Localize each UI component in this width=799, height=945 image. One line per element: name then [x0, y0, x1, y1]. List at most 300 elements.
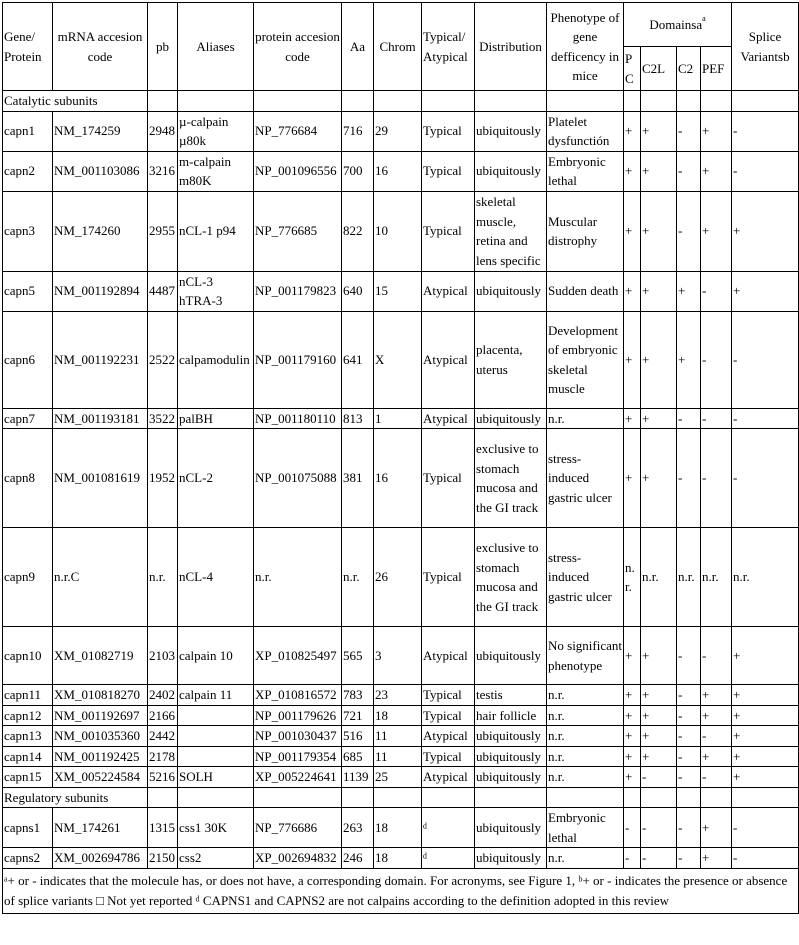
cell-splice: - [732, 311, 799, 408]
cell-mrna: XM_010818270 [53, 685, 148, 706]
footnote: ᵃ+ or - indicates that the molecule has, or does not have, a corresponding domain. For acronyms, see Figure 1, ᵇ+ or - indicates the presence or absence of splice variants □ Not yet reported ᵈ CAPNS1 and CAPNS2 are not calpains according to the definition adopted in this review [3, 868, 799, 913]
cell-pb: 3522 [148, 408, 178, 429]
cell-protein: NP_001030437 [254, 726, 342, 747]
cell-splice: + [732, 746, 799, 767]
cell-phenotype: n.r. [547, 408, 624, 429]
cell-pc: - [624, 848, 641, 869]
cell-aa: 263 [342, 808, 374, 848]
cell-distribution: ubiquitously [475, 767, 547, 788]
cell-chrom: 11 [374, 746, 422, 767]
cell-pc: + [624, 311, 641, 408]
cell-gene: capn9 [3, 528, 53, 627]
cell-aliases: css1 30K [178, 808, 254, 848]
cell-mrna: n.r.C [53, 528, 148, 627]
cell-c2l: - [641, 848, 677, 869]
empty-cell [342, 787, 374, 808]
cell-phenotype: Embryonic lethal [547, 151, 624, 191]
table-row [3, 685, 799, 706]
domains-sup: a [702, 13, 706, 23]
cell-pc: + [624, 111, 641, 151]
empty-cell [342, 91, 374, 112]
cell-phenotype: n.r. [547, 685, 624, 706]
table-row [3, 429, 799, 528]
cell-aa: 246 [342, 848, 374, 869]
cell-mrna: NM_001192697 [53, 705, 148, 726]
cell-aliases [178, 746, 254, 767]
cell-pef: - [701, 767, 732, 788]
cell-aa: 813 [342, 408, 374, 429]
col-chrom: Chrom [374, 3, 422, 91]
cell-mrna: NM_001192231 [53, 311, 148, 408]
cell-mrna: NM_001192425 [53, 746, 148, 767]
cell-pef: + [701, 848, 732, 869]
cell-distribution: ubiquitously [475, 408, 547, 429]
cell-typical: Typical [422, 191, 475, 271]
cell-aa: 716 [342, 111, 374, 151]
empty-cell [475, 787, 547, 808]
table-row [3, 746, 799, 767]
empty-cell [374, 787, 422, 808]
cell-c2: - [677, 627, 701, 685]
cell-pef: + [701, 746, 732, 767]
cell-aa: 783 [342, 685, 374, 706]
cell-aa: 822 [342, 191, 374, 271]
cell-pc: n.r. [624, 528, 641, 627]
cell-c2l: - [641, 767, 677, 788]
empty-cell [701, 787, 732, 808]
col-pc: PC [624, 47, 641, 91]
cell-typical: Typical [422, 746, 475, 767]
col-typical: Typical/ Atypical [422, 3, 475, 91]
cell-c2l: + [641, 408, 677, 429]
cell-chrom: 1 [374, 408, 422, 429]
cell-typical: Atypical [422, 271, 475, 311]
cell-distribution: exclusive to stomach mucosa and the GI track [475, 528, 547, 627]
cell-mrna: XM_005224584 [53, 767, 148, 788]
empty-cell [422, 91, 475, 112]
cell-pb: 2442 [148, 726, 178, 747]
cell-pb: 2150 [148, 848, 178, 869]
empty-cell [547, 787, 624, 808]
cell-aliases: nCL-4 [178, 528, 254, 627]
cell-splice: + [732, 627, 799, 685]
cell-phenotype: n.r. [547, 726, 624, 747]
cell-phenotype: stress-induced gastric ulcer [547, 429, 624, 528]
col-distribution: Distribution [475, 3, 547, 91]
cell-gene: capn3 [3, 191, 53, 271]
cell-c2: - [677, 767, 701, 788]
cell-splice: - [732, 429, 799, 528]
cell-pef: + [701, 151, 732, 191]
cell-c2l: + [641, 627, 677, 685]
cell-splice: - [732, 111, 799, 151]
cell-pc: + [624, 767, 641, 788]
cell-splice: - [732, 808, 799, 848]
cell-typical: Typical [422, 528, 475, 627]
empty-cell [178, 91, 254, 112]
cell-mrna: NM_001035360 [53, 726, 148, 747]
section-row [3, 91, 799, 112]
cell-gene: capn10 [3, 627, 53, 685]
cell-mrna: NM_174261 [53, 808, 148, 848]
cell-phenotype: Development of embryonic skeletal muscle [547, 311, 624, 408]
cell-aliases: nCL-1 p94 [178, 191, 254, 271]
cell-phenotype: stress-induced gastric ulcer [547, 528, 624, 627]
cell-splice: + [732, 191, 799, 271]
cell-c2l: - [641, 808, 677, 848]
cell-aliases [178, 705, 254, 726]
col-c2l: C2L [641, 47, 677, 91]
cell-chrom: 18 [374, 808, 422, 848]
cell-splice: + [732, 685, 799, 706]
cell-c2: - [677, 151, 701, 191]
cell-typical: Typical [422, 111, 475, 151]
cell-distribution: ubiquitously [475, 808, 547, 848]
col-mrna: mRNA accesion code [53, 3, 148, 91]
cell-aliases: calpamodulin [178, 311, 254, 408]
cell-c2l: + [641, 311, 677, 408]
empty-cell [178, 787, 254, 808]
col-domains [624, 3, 732, 47]
cell-pef: n.r. [701, 528, 732, 627]
empty-cell [624, 787, 641, 808]
cell-aa: 640 [342, 271, 374, 311]
cell-c2l: + [641, 151, 677, 191]
cell-protein: XP_005224641 [254, 767, 342, 788]
col-pef: PEF [701, 47, 732, 91]
cell-pb: n.r. [148, 528, 178, 627]
cell-mrna: NM_174259 [53, 111, 148, 151]
table-row [3, 705, 799, 726]
cell-distribution: ubiquitously [475, 746, 547, 767]
cell-c2l: + [641, 191, 677, 271]
table-header [3, 3, 799, 91]
cell-chrom: 16 [374, 151, 422, 191]
cell-gene: capns1 [3, 808, 53, 848]
cell-typical: Atypical [422, 311, 475, 408]
table-row [3, 151, 799, 191]
cell-typical: Typical [422, 151, 475, 191]
cell-aa: 516 [342, 726, 374, 747]
cell-gene: capn2 [3, 151, 53, 191]
cell-protein: XP_010816572 [254, 685, 342, 706]
cell-chrom: 18 [374, 705, 422, 726]
cell-typical: ᵈ [422, 808, 475, 848]
cell-pef: + [701, 685, 732, 706]
cell-phenotype: Embryonic lethal [547, 808, 624, 848]
cell-aa: 685 [342, 746, 374, 767]
cell-pb: 1952 [148, 429, 178, 528]
cell-c2: - [677, 746, 701, 767]
cell-distribution: placenta, uterus [475, 311, 547, 408]
empty-cell [641, 91, 677, 112]
cell-protein: NP_776685 [254, 191, 342, 271]
col-aliases: Aliases [178, 3, 254, 91]
cell-pb: 2103 [148, 627, 178, 685]
cell-typical: ᵈ [422, 848, 475, 869]
cell-protein: NP_001179160 [254, 311, 342, 408]
cell-chrom: 26 [374, 528, 422, 627]
cell-pef: - [701, 271, 732, 311]
cell-distribution: testis [475, 685, 547, 706]
empty-cell [475, 91, 547, 112]
cell-gene: capn11 [3, 685, 53, 706]
cell-phenotype: n.r. [547, 767, 624, 788]
cell-aliases: µ-calpain µ80k [178, 111, 254, 151]
calpain-table [2, 2, 799, 914]
cell-aliases: calpain 10 [178, 627, 254, 685]
cell-pc: + [624, 705, 641, 726]
cell-pef: - [701, 408, 732, 429]
cell-distribution: skeletal muscle, retina and lens specific [475, 191, 547, 271]
col-c2: C2 [677, 47, 701, 91]
cell-phenotype: Platelet dysfunctión [547, 111, 624, 151]
cell-c2: - [677, 726, 701, 747]
cell-c2: - [677, 685, 701, 706]
cell-aa: 721 [342, 705, 374, 726]
cell-chrom: 29 [374, 111, 422, 151]
cell-chrom: 16 [374, 429, 422, 528]
cell-mrna: XM_01082719 [53, 627, 148, 685]
table-row [3, 848, 799, 869]
cell-c2l: + [641, 429, 677, 528]
cell-phenotype: n.r. [547, 705, 624, 726]
cell-distribution: ubiquitously [475, 627, 547, 685]
cell-c2l: + [641, 271, 677, 311]
cell-aliases: m-calpain m80K [178, 151, 254, 191]
cell-pef: - [701, 726, 732, 747]
cell-pef: + [701, 111, 732, 151]
cell-mrna: NM_174260 [53, 191, 148, 271]
empty-cell [148, 91, 178, 112]
cell-typical: Atypical [422, 408, 475, 429]
cell-pb: 1315 [148, 808, 178, 848]
cell-pc: + [624, 191, 641, 271]
cell-chrom: 3 [374, 627, 422, 685]
cell-c2l: + [641, 705, 677, 726]
cell-aliases: calpain 11 [178, 685, 254, 706]
cell-c2l: + [641, 111, 677, 151]
cell-splice: + [732, 271, 799, 311]
cell-pc: - [624, 808, 641, 848]
cell-aliases: css2 [178, 848, 254, 869]
empty-cell [624, 91, 641, 112]
cell-pb: 2955 [148, 191, 178, 271]
cell-pb: 2402 [148, 685, 178, 706]
cell-typical: Typical [422, 429, 475, 528]
cell-distribution: ubiquitously [475, 848, 547, 869]
cell-chrom: 11 [374, 726, 422, 747]
cell-gene: capn12 [3, 705, 53, 726]
cell-distribution: ubiquitously [475, 111, 547, 151]
empty-cell [547, 91, 624, 112]
cell-protein: NP_001179626 [254, 705, 342, 726]
cell-splice: - [732, 848, 799, 869]
cell-protein: XP_002694832 [254, 848, 342, 869]
cell-mrna: NM_001192894 [53, 271, 148, 311]
empty-cell [422, 787, 475, 808]
domains-label: Domainsa [649, 16, 703, 32]
cell-pef: - [701, 627, 732, 685]
cell-mrna: XM_002694786 [53, 848, 148, 869]
empty-cell [732, 91, 799, 112]
cell-mrna: NM_001081619 [53, 429, 148, 528]
cell-c2: - [677, 808, 701, 848]
cell-gene: capns2 [3, 848, 53, 869]
table-row [3, 191, 799, 271]
cell-typical: Atypical [422, 767, 475, 788]
cell-pef: + [701, 191, 732, 271]
cell-pb: 3216 [148, 151, 178, 191]
cell-aliases: nCL-2 [178, 429, 254, 528]
cell-c2l: n.r. [641, 528, 677, 627]
cell-gene: capn6 [3, 311, 53, 408]
empty-cell [732, 787, 799, 808]
section-title: Catalytic subunits [3, 91, 148, 112]
cell-protein: NP_001075088 [254, 429, 342, 528]
cell-aa: 641 [342, 311, 374, 408]
cell-splice: + [732, 767, 799, 788]
cell-c2: - [677, 191, 701, 271]
cell-typical: Atypical [422, 726, 475, 747]
cell-protein: NP_001096556 [254, 151, 342, 191]
cell-c2: - [677, 111, 701, 151]
cell-pc: + [624, 685, 641, 706]
cell-distribution: ubiquitously [475, 726, 547, 747]
cell-protein: NP_001179354 [254, 746, 342, 767]
cell-c2: + [677, 311, 701, 408]
cell-typical: Typical [422, 705, 475, 726]
cell-distribution: hair follicle [475, 705, 547, 726]
table-row [3, 767, 799, 788]
cell-gene: capn15 [3, 767, 53, 788]
cell-aa: 381 [342, 429, 374, 528]
cell-aliases: palBH [178, 408, 254, 429]
cell-chrom: X [374, 311, 422, 408]
cell-pc: + [624, 627, 641, 685]
cell-protein: NP_001180110 [254, 408, 342, 429]
cell-c2l: + [641, 746, 677, 767]
cell-pef: - [701, 429, 732, 528]
col-pb: pb [148, 3, 178, 91]
cell-c2l: + [641, 685, 677, 706]
table-row [3, 627, 799, 685]
cell-splice: n.r. [732, 528, 799, 627]
cell-aliases: nCL-3 hTRA-3 [178, 271, 254, 311]
cell-pc: + [624, 429, 641, 528]
cell-phenotype: No significant phenotype [547, 627, 624, 685]
section-title: Regulatory subunits [3, 787, 148, 808]
cell-pb: 4487 [148, 271, 178, 311]
cell-aa: n.r. [342, 528, 374, 627]
cell-pc: + [624, 408, 641, 429]
cell-pb: 2178 [148, 746, 178, 767]
cell-aa: 1139 [342, 767, 374, 788]
cell-splice: + [732, 705, 799, 726]
table-row [3, 808, 799, 848]
cell-phenotype: Muscular distrophy [547, 191, 624, 271]
cell-protein: NP_776684 [254, 111, 342, 151]
cell-chrom: 23 [374, 685, 422, 706]
cell-gene: capn13 [3, 726, 53, 747]
cell-mrna: NM_001103086 [53, 151, 148, 191]
cell-gene: capn5 [3, 271, 53, 311]
cell-phenotype: n.r. [547, 848, 624, 869]
cell-pb: 2948 [148, 111, 178, 151]
cell-distribution: ubiquitously [475, 271, 547, 311]
cell-protein: NP_001179823 [254, 271, 342, 311]
cell-splice: - [732, 151, 799, 191]
cell-gene: capn7 [3, 408, 53, 429]
cell-pc: + [624, 726, 641, 747]
empty-cell [148, 787, 178, 808]
cell-typical: Atypical [422, 627, 475, 685]
section-row [3, 787, 799, 808]
cell-aa: 565 [342, 627, 374, 685]
cell-splice: + [732, 726, 799, 747]
empty-cell [254, 91, 342, 112]
cell-aliases: SOLH [178, 767, 254, 788]
cell-aa: 700 [342, 151, 374, 191]
table-row [3, 528, 799, 627]
cell-c2: + [677, 271, 701, 311]
cell-pef: + [701, 808, 732, 848]
cell-c2l: + [641, 726, 677, 747]
cell-pc: + [624, 746, 641, 767]
cell-pc: + [624, 151, 641, 191]
cell-phenotype: n.r. [547, 746, 624, 767]
cell-pc: + [624, 271, 641, 311]
cell-c2: - [677, 705, 701, 726]
cell-splice: - [732, 408, 799, 429]
empty-cell [677, 91, 701, 112]
table-row [3, 111, 799, 151]
cell-pef: + [701, 705, 732, 726]
cell-aliases [178, 726, 254, 747]
cell-c2: - [677, 429, 701, 528]
cell-protein: NP_776686 [254, 808, 342, 848]
cell-protein: n.r. [254, 528, 342, 627]
empty-cell [677, 787, 701, 808]
cell-pb: 2166 [148, 705, 178, 726]
cell-gene: capn8 [3, 429, 53, 528]
empty-cell [254, 787, 342, 808]
cell-phenotype: Sudden death [547, 271, 624, 311]
cell-gene: capn1 [3, 111, 53, 151]
col-gene: Gene/ Protein [3, 3, 53, 91]
cell-pb: 5216 [148, 767, 178, 788]
cell-typical: Typical [422, 685, 475, 706]
table-row [3, 311, 799, 408]
col-protein: protein accesion code [254, 3, 342, 91]
table-row [3, 408, 799, 429]
table-row [3, 726, 799, 747]
cell-chrom: 18 [374, 848, 422, 869]
cell-mrna: NM_001193181 [53, 408, 148, 429]
cell-protein: XP_010825497 [254, 627, 342, 685]
empty-cell [701, 91, 732, 112]
cell-pef: - [701, 311, 732, 408]
empty-cell [374, 91, 422, 112]
cell-c2: - [677, 848, 701, 869]
cell-chrom: 10 [374, 191, 422, 271]
table-body [3, 91, 799, 869]
col-aa: Aa [342, 3, 374, 91]
col-phenotype: Phenotype of gene defficency in mice [547, 3, 624, 91]
cell-chrom: 15 [374, 271, 422, 311]
col-splice: Splice Variantsb [732, 3, 799, 91]
cell-c2: n.r. [677, 528, 701, 627]
